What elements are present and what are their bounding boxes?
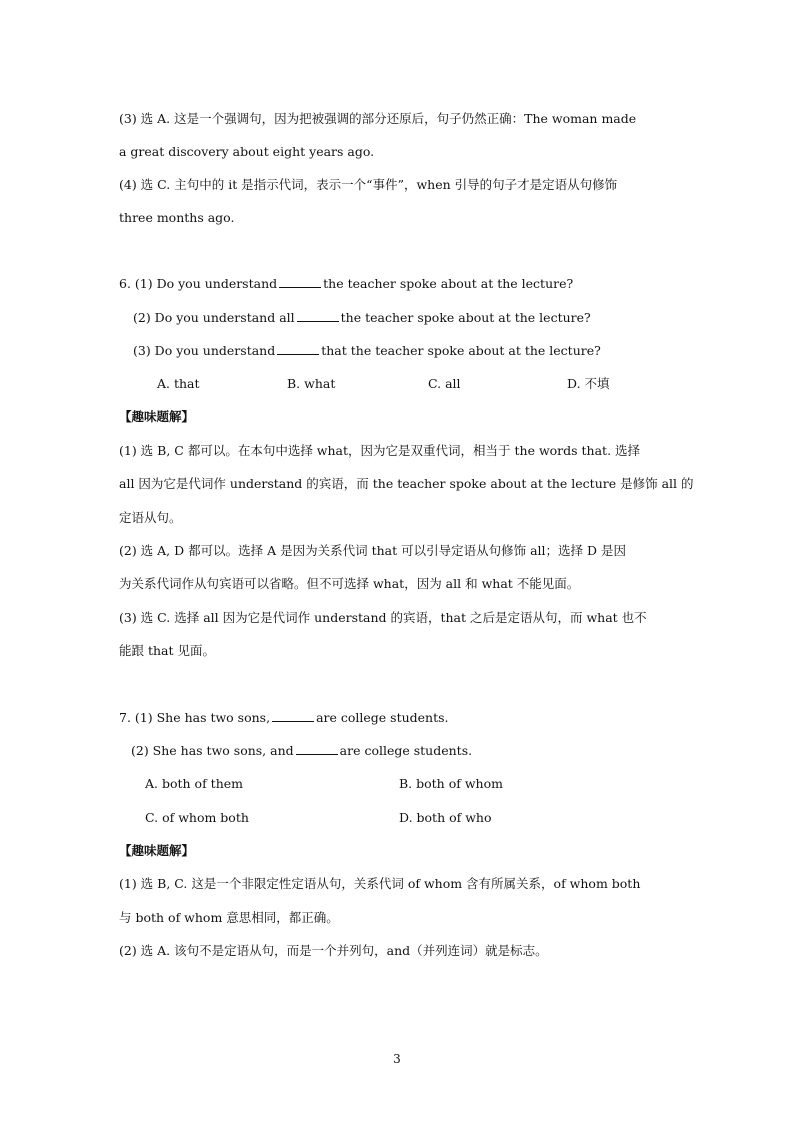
answer-5-3-line1: (3) 选 A. 这是一个强调句，因为把被强调的部分还原后，句子仍然正确：The woman made bbox=[119, 111, 637, 126]
option-6-b: B. what bbox=[287, 376, 336, 391]
answer-5-3-line2: a great discovery about eight years ago. bbox=[119, 144, 375, 159]
answer-5-4-line2: three months ago. bbox=[119, 210, 235, 225]
answer-5-4-line1: (4) 选 C. 主句中的 it 是指示代词，表示一个“事件”，when 引导的句子才是定语从句修饰 bbox=[119, 177, 618, 192]
page-number: 3 bbox=[393, 1052, 401, 1066]
explanation-7-1-line1: (1) 选 B, C. 这是一个非限定性定语从句，关系代词 of whom 含有所属关系，of whom both bbox=[119, 876, 641, 891]
question-7-2-before: (2) She has two sons, and bbox=[131, 743, 294, 758]
question-6-3 bbox=[133, 342, 601, 360]
question-7-2 bbox=[131, 742, 472, 760]
question-7-1 bbox=[119, 709, 449, 727]
option-6-a: A. that bbox=[157, 376, 200, 391]
question-6-2-before: (2) Do you understand all bbox=[133, 310, 295, 325]
question-7-2-after: are college students. bbox=[339, 743, 473, 758]
option-7-c: C. of whom both bbox=[145, 810, 249, 825]
option-7-d: D. both of who bbox=[399, 810, 492, 825]
question-6-1-after: the teacher spoke about at the lecture? bbox=[323, 276, 574, 291]
question-7-1-after: are college students. bbox=[316, 710, 449, 725]
option-6-d: D. 不填 bbox=[567, 376, 610, 391]
answer-blank bbox=[277, 342, 319, 355]
option-6-c: C. all bbox=[428, 376, 461, 391]
question-6-2 bbox=[133, 309, 591, 327]
explanation-heading-6: 【趣味题解】 bbox=[119, 409, 195, 424]
explanation-6-2-line1: (2) 选 A, D 都可以。选择 A 是因为关系代词 that 可以引导定语从句修饰 all；选择 D 是因 bbox=[119, 543, 626, 558]
explanation-6-1-line1: (1) 选 B, C 都可以。在本句中选择 what，因为它是双重代词，相当于 the words that. 选择 bbox=[119, 443, 641, 458]
explanation-7-1-line2: 与 both of whom 意思相同，都正确。 bbox=[119, 910, 339, 925]
option-7-a: A. both of them bbox=[145, 776, 243, 791]
question-6-2-after: the teacher spoke about at the lecture? bbox=[340, 310, 591, 325]
explanation-6-2-line2: 为关系代词作从句宾语可以省略。但不可选择 what，因为 all 和 what 不能见面。 bbox=[119, 576, 580, 591]
explanation-6-3-line1: (3) 选 C. 选择 all 因为它是代词作 understand 的宾语，that 之后是定语从句，而 what 也不 bbox=[119, 610, 647, 625]
explanation-6-1-line3: 定语从句。 bbox=[119, 510, 182, 525]
question-6-1-before: 6. (1) Do you understand bbox=[119, 276, 278, 291]
answer-blank bbox=[279, 275, 321, 288]
explanation-6-3-line2: 能跟 that 见面。 bbox=[119, 643, 215, 658]
option-7-b: B. both of whom bbox=[399, 776, 503, 791]
question-6-3-before: (3) Do you understand bbox=[133, 343, 276, 358]
answer-blank bbox=[296, 742, 338, 755]
explanation-7-2-line1: (2) 选 A. 该句不是定语从句，而是一个并列句，and（并列连词）就是标志。 bbox=[119, 943, 548, 958]
answer-blank bbox=[272, 709, 314, 722]
question-6-1 bbox=[119, 275, 573, 293]
explanation-heading-7: 【趣味题解】 bbox=[119, 843, 195, 858]
question-7-1-before: 7. (1) She has two sons, bbox=[119, 710, 271, 725]
answer-blank bbox=[297, 309, 339, 322]
explanation-6-1-line2: all 因为它是代词作 understand 的宾语，而 the teacher spoke about at the lecture 是修饰 all 的 bbox=[119, 476, 694, 491]
question-6-3-after: that the teacher spoke about at the lecture? bbox=[321, 343, 601, 358]
